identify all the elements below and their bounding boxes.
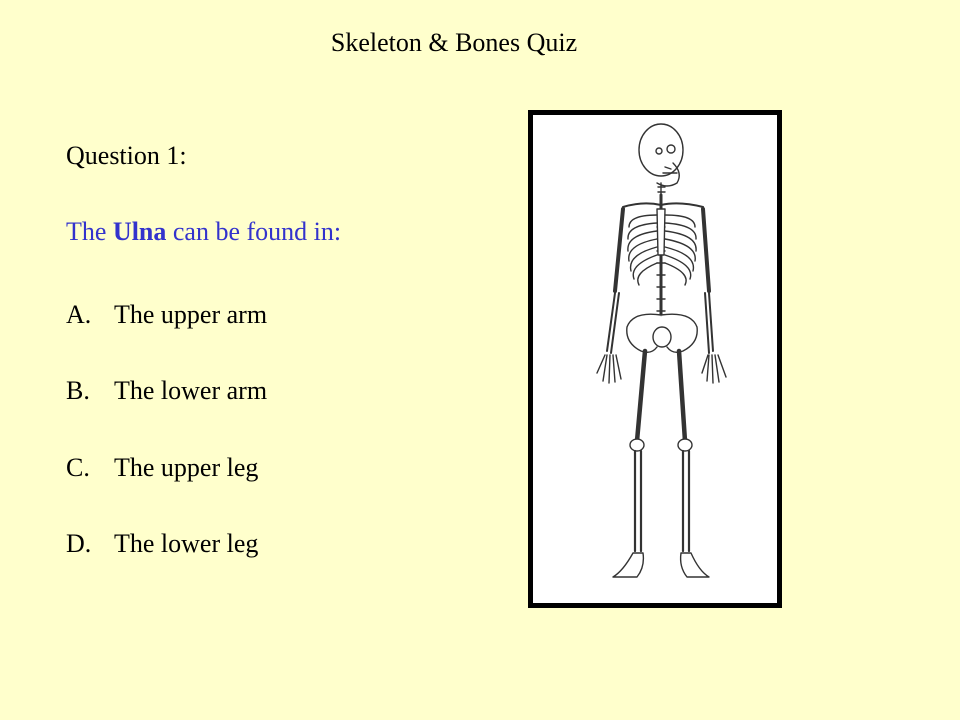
option-letter: A. (66, 300, 92, 329)
answer-option-c[interactable] (66, 453, 258, 483)
answer-option-b[interactable] (66, 376, 267, 406)
skeleton-figure (528, 110, 782, 608)
option-text: The lower leg (114, 529, 259, 558)
skeleton-illustration-icon (533, 115, 777, 603)
option-letter: C. (66, 453, 90, 482)
option-text: The upper arm (114, 300, 268, 329)
answer-option-a[interactable] (66, 300, 267, 330)
prompt-text-before: The (66, 217, 113, 246)
option-text: The upper leg (114, 453, 259, 482)
question-prompt (66, 217, 341, 247)
option-letter: D. (66, 529, 92, 558)
answer-option-d[interactable] (66, 529, 258, 559)
question-label: Question 1: (66, 141, 187, 170)
option-text: The lower arm (114, 376, 268, 405)
prompt-text-after: can be found in: (166, 217, 342, 246)
page-title: Skeleton & Bones Quiz (330, 28, 578, 57)
option-letter: B. (66, 376, 90, 405)
prompt-bone-name: Ulna (112, 217, 167, 246)
